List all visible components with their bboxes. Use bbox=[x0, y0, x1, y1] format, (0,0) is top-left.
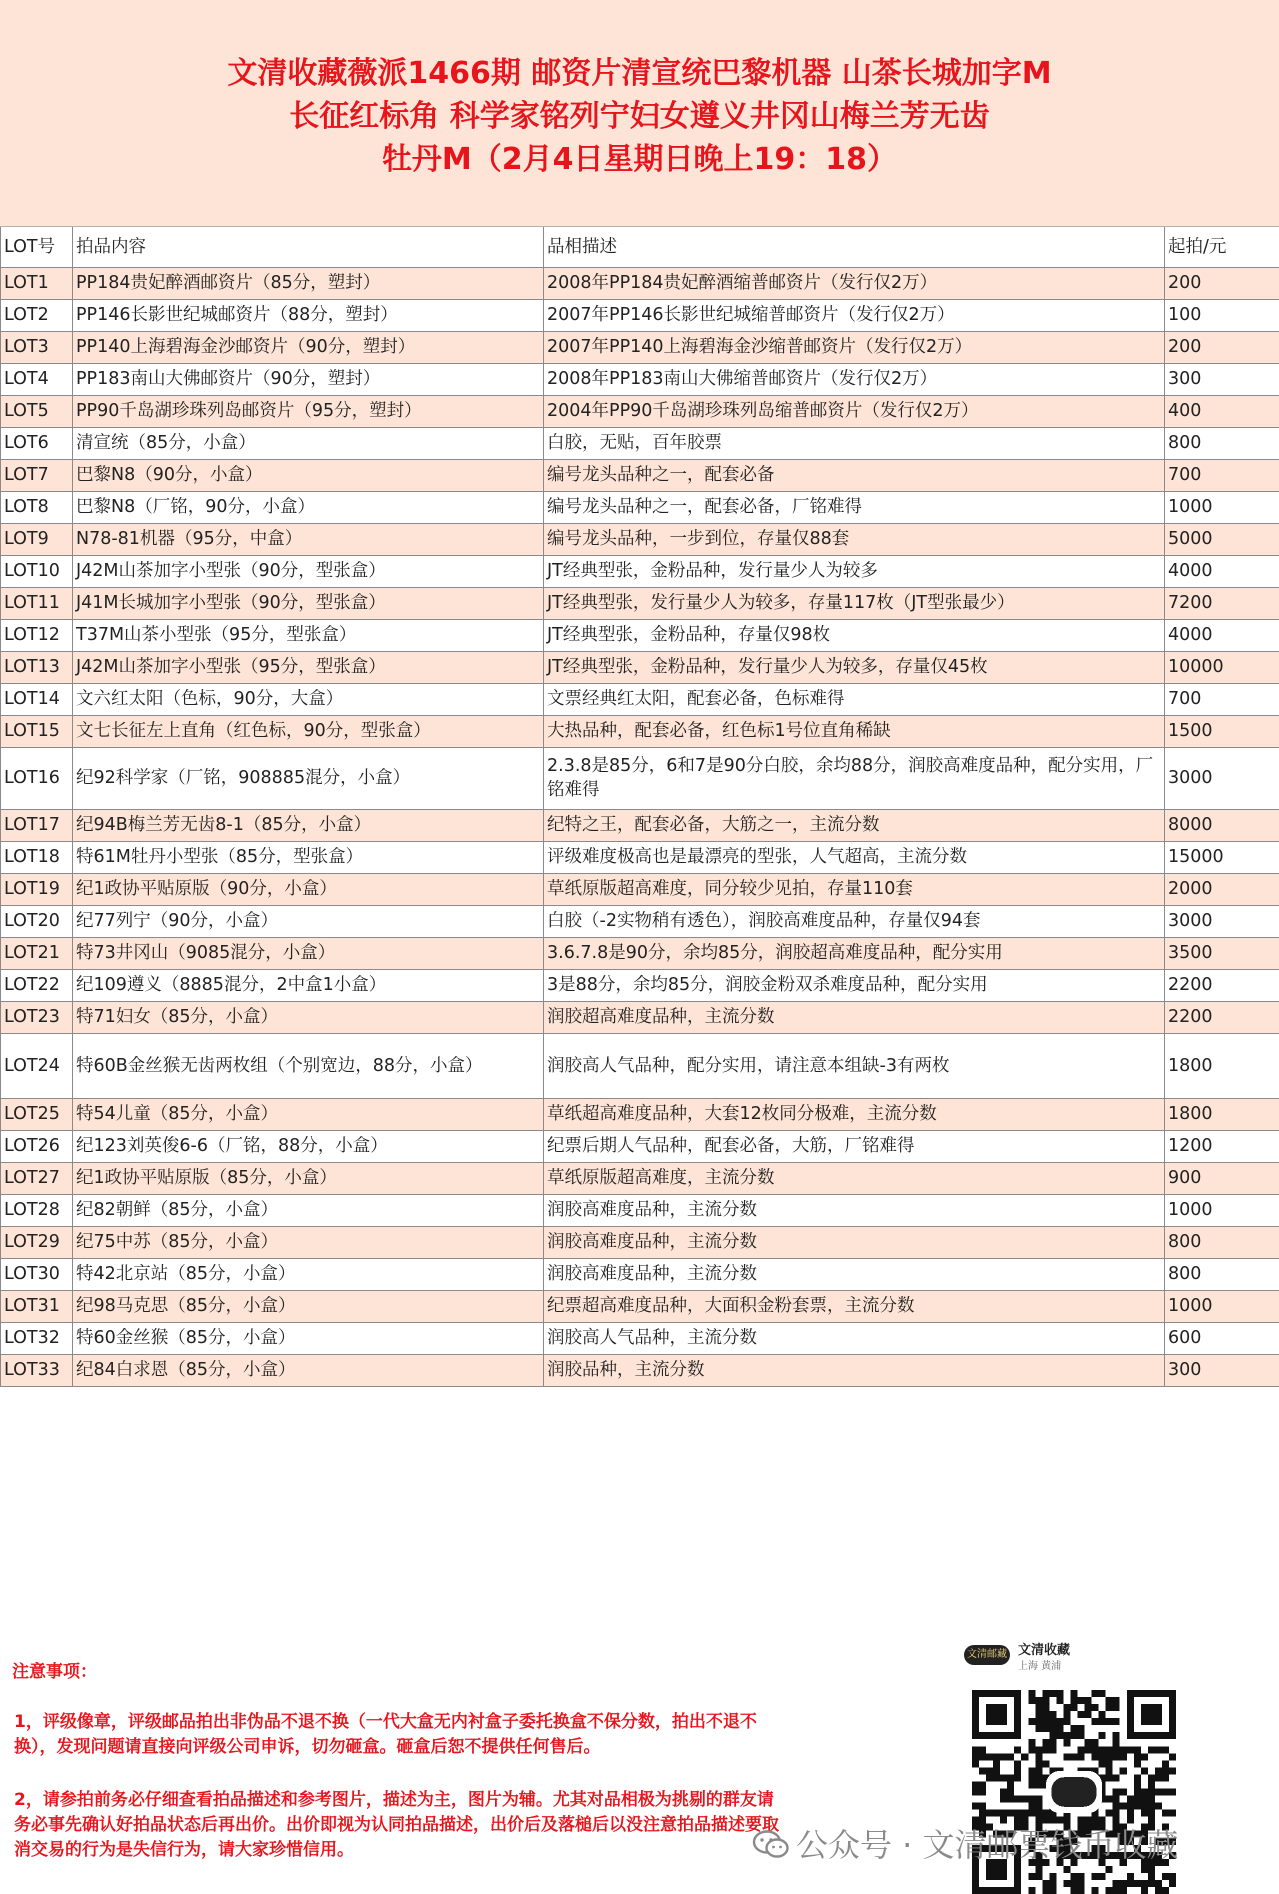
desc-cell: 润胶高难度品种，主流分数 bbox=[544, 1194, 1165, 1226]
price-cell: 200 bbox=[1165, 267, 1279, 299]
lot-cell: LOT5 bbox=[1, 395, 73, 427]
lot-cell: LOT29 bbox=[1, 1226, 73, 1258]
item-cell: PP183南山大佛邮资片（90分，塑封） bbox=[73, 363, 544, 395]
price-cell: 900 bbox=[1165, 1162, 1279, 1194]
desc-cell: 2008年PP184贵妃醉酒缩普邮资片（发行仅2万） bbox=[544, 267, 1165, 299]
lot-cell: LOT19 bbox=[1, 873, 73, 905]
item-cell: 文七长征左上直角（红色标，90分，型张盒） bbox=[73, 715, 544, 747]
table-row bbox=[1, 873, 1279, 905]
table-row bbox=[1, 747, 1279, 809]
table-row bbox=[1, 299, 1279, 331]
desc-cell: JT经典型张，金粉品种，发行量少人为较多 bbox=[544, 555, 1165, 587]
price-cell: 600 bbox=[1165, 1322, 1279, 1354]
desc-cell: 草纸原版超高难度，主流分数 bbox=[544, 1162, 1165, 1194]
lot-cell: LOT23 bbox=[1, 1001, 73, 1033]
price-cell: 3000 bbox=[1165, 905, 1279, 937]
item-cell: 纪75中苏（85分，小盒） bbox=[73, 1226, 544, 1258]
lot-cell: LOT31 bbox=[1, 1290, 73, 1322]
item-cell: PP140上海碧海金沙邮资片（90分，塑封） bbox=[73, 331, 544, 363]
item-cell: 纪82朝鲜（85分，小盒） bbox=[73, 1194, 544, 1226]
item-cell: 纪1政协平贴原版（85分，小盒） bbox=[73, 1162, 544, 1194]
price-cell: 1000 bbox=[1165, 491, 1279, 523]
item-cell: 特73井冈山（9085混分，小盒） bbox=[73, 937, 544, 969]
price-cell: 300 bbox=[1165, 363, 1279, 395]
table-row bbox=[1, 1258, 1279, 1290]
desc-cell: 纪票超高难度品种，大面积金粉套票，主流分数 bbox=[544, 1290, 1165, 1322]
desc-cell: 编号龙头品种之一，配套必备 bbox=[544, 459, 1165, 491]
desc-cell: JT经典型张，发行量少人为较多，存量117枚（JT型张最少） bbox=[544, 587, 1165, 619]
desc-cell: 大热品种，配套必备，红色标1号位直角稀缺 bbox=[544, 715, 1165, 747]
price-cell: 3500 bbox=[1165, 937, 1279, 969]
item-cell: 文六红太阳（色标，90分，大盒） bbox=[73, 683, 544, 715]
item-cell: 清宣统（85分，小盒） bbox=[73, 427, 544, 459]
desc-cell: 编号龙头品种之一，配套必备，厂铭难得 bbox=[544, 491, 1165, 523]
header-lot: LOT号 bbox=[1, 227, 73, 267]
item-cell: 特61M牡丹小型张（85分，型张盒） bbox=[73, 841, 544, 873]
item-cell: 纪84白求恩（85分，小盒） bbox=[73, 1354, 544, 1386]
desc-cell: 白胶，无贴，百年胶票 bbox=[544, 427, 1165, 459]
item-cell: 特60B金丝猴无齿两枚组（个别宽边，88分，小盒） bbox=[73, 1033, 544, 1098]
notice-title: 注意事项： bbox=[12, 1660, 97, 1685]
lot-cell: LOT10 bbox=[1, 555, 73, 587]
lot-cell: LOT17 bbox=[1, 809, 73, 841]
price-cell: 400 bbox=[1165, 395, 1279, 427]
item-cell: PP146长影世纪城邮资片（88分，塑封） bbox=[73, 299, 544, 331]
item-cell: 特71妇女（85分，小盒） bbox=[73, 1001, 544, 1033]
table-row bbox=[1, 1194, 1279, 1226]
desc-cell: 2007年PP146长影世纪城缩普邮资片（发行仅2万） bbox=[544, 299, 1165, 331]
price-cell: 100 bbox=[1165, 299, 1279, 331]
price-cell: 4000 bbox=[1165, 619, 1279, 651]
table-row bbox=[1, 523, 1279, 555]
lot-cell: LOT28 bbox=[1, 1194, 73, 1226]
watermark-text: 公众号 · 文清邮票钱币收藏 bbox=[796, 1826, 1179, 1864]
table-header-row bbox=[1, 227, 1279, 267]
price-cell: 1800 bbox=[1165, 1098, 1279, 1130]
table-row bbox=[1, 1001, 1279, 1033]
desc-cell: 白胶（-2实物稍有透色），润胶高难度品种，存量仅94套 bbox=[544, 905, 1165, 937]
lot-cell: LOT3 bbox=[1, 331, 73, 363]
desc-cell: JT经典型张，金粉品种，发行量少人为较多，存量仅45枚 bbox=[544, 651, 1165, 683]
table-row bbox=[1, 331, 1279, 363]
price-cell: 7200 bbox=[1165, 587, 1279, 619]
item-cell: 纪94B梅兰芳无齿8-1（85分，小盒） bbox=[73, 809, 544, 841]
price-cell: 200 bbox=[1165, 331, 1279, 363]
lot-cell: LOT15 bbox=[1, 715, 73, 747]
price-cell: 5000 bbox=[1165, 523, 1279, 555]
item-cell: 纪77列宁（90分，小盒） bbox=[73, 905, 544, 937]
price-cell: 700 bbox=[1165, 683, 1279, 715]
lot-cell: LOT26 bbox=[1, 1130, 73, 1162]
table-row bbox=[1, 1290, 1279, 1322]
lot-cell: LOT16 bbox=[1, 747, 73, 809]
item-cell: J42M山茶加字小型张（90分，型张盒） bbox=[73, 555, 544, 587]
brand-name: 文清收藏 bbox=[1018, 1639, 1070, 1658]
table-row bbox=[1, 905, 1279, 937]
price-cell: 1200 bbox=[1165, 1130, 1279, 1162]
lot-cell: LOT12 bbox=[1, 619, 73, 651]
item-cell: J41M长城加字小型张（90分，型张盒） bbox=[73, 587, 544, 619]
table-row bbox=[1, 555, 1279, 587]
header-desc: 品相描述 bbox=[544, 227, 1165, 267]
desc-cell: 纪特之王，配套必备，大筋之一，主流分数 bbox=[544, 809, 1165, 841]
lot-cell: LOT7 bbox=[1, 459, 73, 491]
table-row bbox=[1, 969, 1279, 1001]
item-cell: 巴黎N8（90分，小盒） bbox=[73, 459, 544, 491]
table-row bbox=[1, 1322, 1279, 1354]
table-row bbox=[1, 395, 1279, 427]
lot-cell: LOT33 bbox=[1, 1354, 73, 1386]
table-row bbox=[1, 841, 1279, 873]
notice-item-1: 1，评级像章，评级邮品拍出非伪品不退不换（一代大盒无内衬盒子委托换盒不保分数，拍出不退不换），发现问题请直接向评级公司申诉，切勿砸盒。砸盒后恕不提供任何售后。 bbox=[14, 1710, 784, 1760]
price-cell: 2200 bbox=[1165, 1001, 1279, 1033]
lot-cell: LOT24 bbox=[1, 1033, 73, 1098]
watermark bbox=[752, 1820, 1179, 1866]
table-row bbox=[1, 363, 1279, 395]
table-row bbox=[1, 683, 1279, 715]
item-cell: 纪92科学家（厂铭，908885混分，小盒） bbox=[73, 747, 544, 809]
price-cell: 1000 bbox=[1165, 1194, 1279, 1226]
desc-cell: 润胶高难度品种，主流分数 bbox=[544, 1258, 1165, 1290]
table-row bbox=[1, 427, 1279, 459]
item-cell: T37M山茶小型张（95分，型张盒） bbox=[73, 619, 544, 651]
brand-card bbox=[958, 1637, 1188, 1679]
header-price: 起拍/元 bbox=[1165, 227, 1279, 267]
lot-cell: LOT30 bbox=[1, 1258, 73, 1290]
lot-cell: LOT2 bbox=[1, 299, 73, 331]
lot-cell: LOT27 bbox=[1, 1162, 73, 1194]
price-cell: 8000 bbox=[1165, 809, 1279, 841]
price-cell: 1500 bbox=[1165, 715, 1279, 747]
desc-cell: 润胶高人气品种，主流分数 bbox=[544, 1322, 1165, 1354]
header-item: 拍品内容 bbox=[73, 227, 544, 267]
item-cell: N78-81机器（95分，中盒） bbox=[73, 523, 544, 555]
desc-cell: 2008年PP183南山大佛缩普邮资片（发行仅2万） bbox=[544, 363, 1165, 395]
price-cell: 3000 bbox=[1165, 747, 1279, 809]
desc-cell: 草纸超高难度品种，大套12枚同分极难，主流分数 bbox=[544, 1098, 1165, 1130]
notice-item-2: 2，请参拍前务必仔细查看拍品描述和参考图片，描述为主，图片为辅。尤其对品相极为挑剔的群友请务必事先确认好拍品状态后再出价。出价即视为认同拍品描述，出价后及落槌后以没注意拍品描述要取消交易的行为是失信行为，请大家珍惜信用。 bbox=[14, 1788, 784, 1863]
desc-cell: 文票经典红太阳，配套必备，色标难得 bbox=[544, 683, 1165, 715]
table-row bbox=[1, 491, 1279, 523]
lot-cell: LOT25 bbox=[1, 1098, 73, 1130]
desc-cell: 纪票后期人气品种，配套必备，大筋，厂铭难得 bbox=[544, 1130, 1165, 1162]
header-banner bbox=[0, 0, 1279, 227]
table-row bbox=[1, 1130, 1279, 1162]
lot-cell: LOT32 bbox=[1, 1322, 73, 1354]
table-row bbox=[1, 267, 1279, 299]
title-line-3: 牡丹M（2月4日星期日晚上19：18） bbox=[0, 138, 1279, 181]
table-row bbox=[1, 651, 1279, 683]
lot-cell: LOT20 bbox=[1, 905, 73, 937]
lot-cell: LOT22 bbox=[1, 969, 73, 1001]
item-cell: 特54儿童（85分，小盒） bbox=[73, 1098, 544, 1130]
page-title bbox=[0, 52, 1279, 181]
lot-cell: LOT14 bbox=[1, 683, 73, 715]
price-cell: 4000 bbox=[1165, 555, 1279, 587]
table-row bbox=[1, 1098, 1279, 1130]
item-cell: PP90千岛湖珍珠列岛邮资片（95分，塑封） bbox=[73, 395, 544, 427]
lot-cell: LOT21 bbox=[1, 937, 73, 969]
table-row bbox=[1, 459, 1279, 491]
table-row bbox=[1, 1033, 1279, 1098]
price-cell: 300 bbox=[1165, 1354, 1279, 1386]
item-cell: 纪109遵义（8885混分，2中盒1小盒） bbox=[73, 969, 544, 1001]
lot-cell: LOT18 bbox=[1, 841, 73, 873]
price-cell: 700 bbox=[1165, 459, 1279, 491]
item-cell: 巴黎N8（厂铭，90分，小盒） bbox=[73, 491, 544, 523]
table-row bbox=[1, 1354, 1279, 1386]
table-row bbox=[1, 1226, 1279, 1258]
desc-cell: 2007年PP140上海碧海金沙缩普邮资片（发行仅2万） bbox=[544, 331, 1165, 363]
table-row bbox=[1, 619, 1279, 651]
desc-cell: 3是88分，余均85分，润胶金粉双杀难度品种，配分实用 bbox=[544, 969, 1165, 1001]
title-line-1: 文清收藏薇派1466期 邮资片清宣统巴黎机器 山茶长城加字M bbox=[0, 52, 1279, 95]
desc-cell: 润胶高人气品种，配分实用，请注意本组缺-3有两枚 bbox=[544, 1033, 1165, 1098]
price-cell: 1800 bbox=[1165, 1033, 1279, 1098]
table-row bbox=[1, 1162, 1279, 1194]
table-row bbox=[1, 809, 1279, 841]
table-row bbox=[1, 937, 1279, 969]
desc-cell: 润胶高难度品种，主流分数 bbox=[544, 1226, 1165, 1258]
desc-cell: 3.6.7.8是90分，余均85分，润胶超高难度品种，配分实用 bbox=[544, 937, 1165, 969]
lot-cell: LOT13 bbox=[1, 651, 73, 683]
item-cell: 纪123刘英俊6-6（厂铭，88分，小盒） bbox=[73, 1130, 544, 1162]
item-cell: 纪1政协平贴原版（90分，小盒） bbox=[73, 873, 544, 905]
desc-cell: 润胶品种，主流分数 bbox=[544, 1354, 1165, 1386]
desc-cell: 编号龙头品种，一步到位，存量仅88套 bbox=[544, 523, 1165, 555]
lot-cell: LOT4 bbox=[1, 363, 73, 395]
lot-cell: LOT1 bbox=[1, 267, 73, 299]
lot-table bbox=[0, 227, 1279, 1387]
lot-cell: LOT6 bbox=[1, 427, 73, 459]
price-cell: 1000 bbox=[1165, 1290, 1279, 1322]
item-cell: PP184贵妃醉酒邮资片（85分，塑封） bbox=[73, 267, 544, 299]
title-line-2: 长征红标角 科学家铭列宁妇女遵义井冈山梅兰芳无齿 bbox=[0, 95, 1279, 138]
desc-cell: JT经典型张，金粉品种，存量仅98枚 bbox=[544, 619, 1165, 651]
desc-cell: 草纸原版超高难度，同分较少见拍，存量110套 bbox=[544, 873, 1165, 905]
price-cell: 800 bbox=[1165, 1226, 1279, 1258]
item-cell: 纪98马克思（85分，小盒） bbox=[73, 1290, 544, 1322]
wechat-icon bbox=[752, 1829, 790, 1859]
item-cell: 特42北京站（85分，小盒） bbox=[73, 1258, 544, 1290]
lot-cell: LOT9 bbox=[1, 523, 73, 555]
price-cell: 800 bbox=[1165, 427, 1279, 459]
price-cell: 15000 bbox=[1165, 841, 1279, 873]
desc-cell: 2.3.8是85分，6和7是90分白胶，余均88分，润胶高难度品种，配分实用，厂铭难得 bbox=[544, 747, 1165, 809]
price-cell: 2200 bbox=[1165, 969, 1279, 1001]
price-cell: 2000 bbox=[1165, 873, 1279, 905]
table-row bbox=[1, 715, 1279, 747]
lot-cell: LOT11 bbox=[1, 587, 73, 619]
desc-cell: 润胶超高难度品种，主流分数 bbox=[544, 1001, 1165, 1033]
lot-cell: LOT8 bbox=[1, 491, 73, 523]
brand-location: 上海 黄浦 bbox=[1018, 1657, 1061, 1672]
item-cell: J42M山茶加字小型张（95分，型张盒） bbox=[73, 651, 544, 683]
price-cell: 800 bbox=[1165, 1258, 1279, 1290]
desc-cell: 2004年PP90千岛湖珍珠列岛缩普邮资片（发行仅2万） bbox=[544, 395, 1165, 427]
brand-logo: 文清邮藏 bbox=[964, 1645, 1010, 1665]
price-cell: 10000 bbox=[1165, 651, 1279, 683]
desc-cell: 评级难度极高也是最漂亮的型张，人气超高，主流分数 bbox=[544, 841, 1165, 873]
item-cell: 特60金丝猴（85分，小盒） bbox=[73, 1322, 544, 1354]
table-row bbox=[1, 587, 1279, 619]
